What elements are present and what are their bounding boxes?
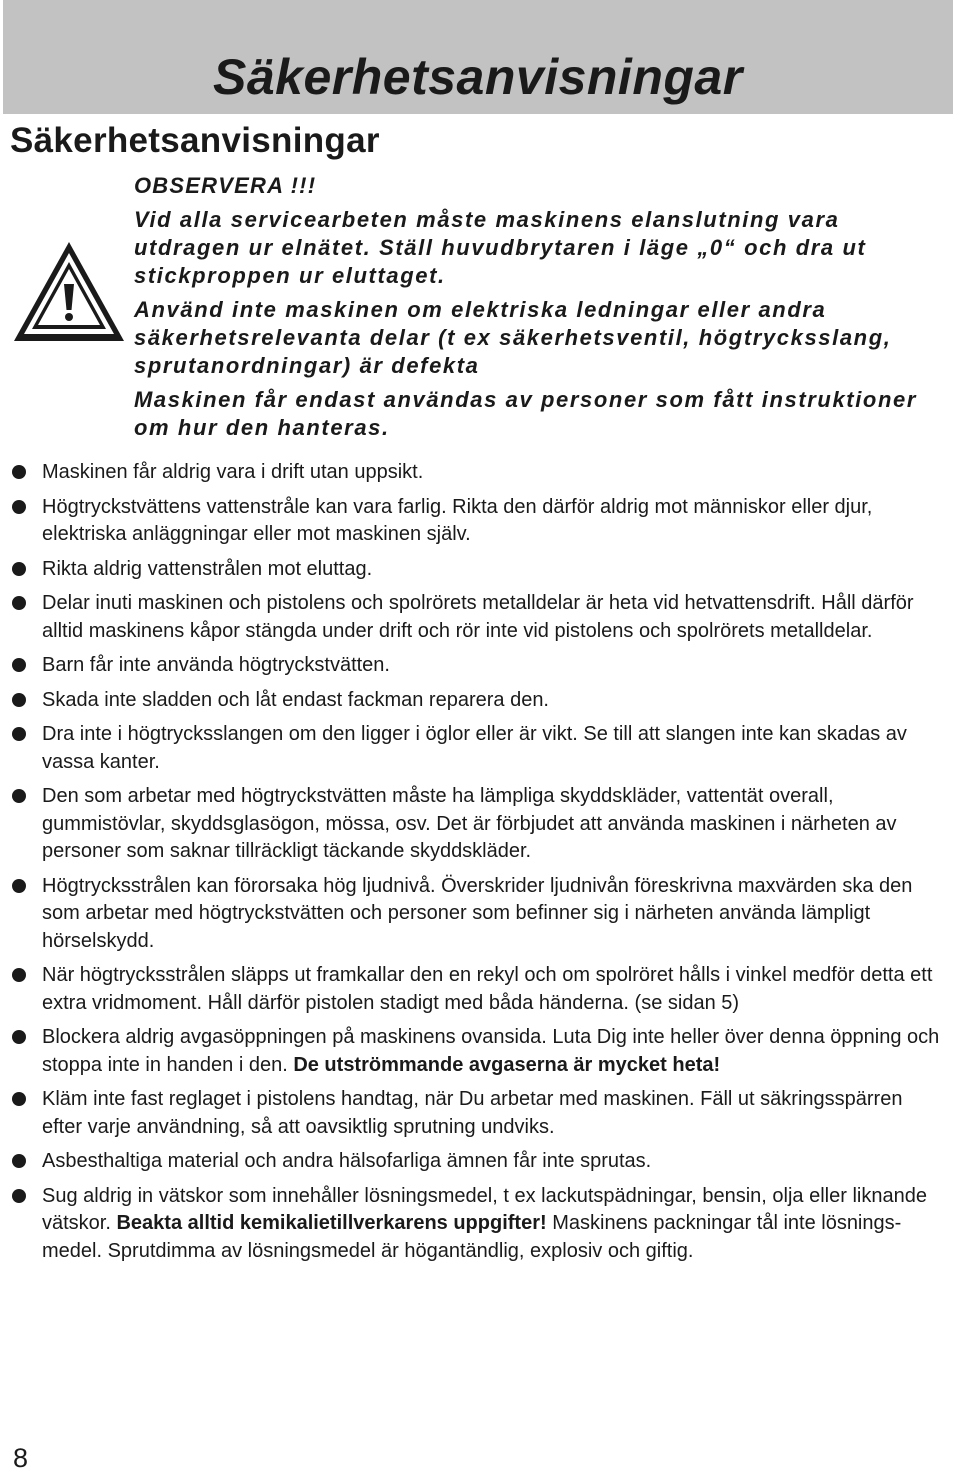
list-item xyxy=(12,652,947,680)
bullet-icon xyxy=(12,1030,26,1044)
list-item xyxy=(12,783,947,866)
list-item xyxy=(12,459,947,487)
list-item-text: Delar inuti maskinen och pistolens och spolrörets metalldelar är heta vid hetvattensdrift. Håll därför alltid maskinens kåpor stängda under drift och rör inte vid pistolens och spolrörets metalldelar. xyxy=(42,592,914,642)
list-item xyxy=(12,1148,947,1176)
bullet-icon xyxy=(12,727,26,741)
list-item xyxy=(12,873,947,956)
bullet-icon xyxy=(12,879,26,893)
warning-heading: OBSERVERA !!! xyxy=(134,173,317,198)
list-item-text-after: Maskinens packningar tål inte lösnings-medel. Sprutdimma av lösningsmedel är högantändlig, explosiv och giftig. xyxy=(42,1212,902,1262)
safety-instructions-list xyxy=(12,459,947,1272)
list-item-text: Skada inte sladden och låt endast fackman reparera den. xyxy=(42,688,549,711)
list-item xyxy=(12,1024,947,1079)
bullet-icon xyxy=(12,693,26,707)
page-header-title: Säkerhetsanvisningar xyxy=(213,49,743,105)
list-item-text: Kläm inte fast reglaget i pistolens handtag, när Du arbetar med maskinen. Fäll ut säkringsspärren efter varje användning, så att oavsiktlig sprutning undviks. xyxy=(42,1088,903,1138)
bullet-icon xyxy=(12,658,26,672)
warning-paragraph: Maskinen får endast användas av personer som fått instruktioner om hur den hanteras. xyxy=(134,387,918,440)
list-item xyxy=(12,1183,947,1266)
bullet-icon xyxy=(12,596,26,610)
list-item-text: Högtryckstvättens vattenstråle kan vara farlig. Rikta den därför aldrig mot människor eller djur, elektriska anläggningar eller mot maskinen själv. xyxy=(42,495,873,545)
list-item-text: Maskinen får aldrig vara i drift utan uppsikt. xyxy=(42,461,424,483)
list-item xyxy=(12,1086,947,1141)
list-item-emphasis: De utströmmande avgaserna är mycket heta! xyxy=(293,1053,721,1076)
list-item xyxy=(12,494,947,549)
list-item-text: Den som arbetar med högtryckstvätten måste ha lämpliga skyddskläder, vattentät overall, gummistövlar, skyddsglasögon, mössa, osv. Det är förbjudet att använda maskinen i närheten av personer som saknar tillräckligt täckande skyddskläder. xyxy=(42,785,897,862)
warning-paragraph: Vid alla servicearbeten måste maskinens elanslutning vara utdragen ur elnätet. Ställ huvudbrytaren i läge „0“ och dra ut stickproppen ur eluttaget. xyxy=(134,207,867,288)
warning-triangle-icon xyxy=(12,240,126,344)
list-item xyxy=(12,687,947,715)
list-item-text: Sug aldrig in vätskor som innehåller lösningsmedel, t ex lackutspädningar, bensin, olja eller liknande vätskor. xyxy=(42,1184,927,1234)
section-title: Säkerhetsanvisningar xyxy=(10,121,380,160)
list-item-text: Blockera aldrig avgasöppningen på maskinens ovansida. Luta Dig inte heller över denna öppning och stoppa inte in handen i den. xyxy=(42,1026,940,1076)
bullet-icon xyxy=(12,1092,26,1106)
warning-paragraph: Använd inte maskinen om elektriska ledningar eller andra säkerhetsrelevanta delar (t ex säkerhetsventil, högtrycksslang, sprutanordningar) är defekta xyxy=(134,297,892,378)
list-item-text: Högtrycksstrålen kan förorsaka hög ljudnivå. Överskrider ljudnivån föreskrivna maxvärden ska den som arbetar med högtryckstvätten och personer som befinner sig i närheten använda lämpligt hörselskydd. xyxy=(42,874,913,952)
bullet-icon xyxy=(12,562,26,576)
list-item xyxy=(12,962,947,1017)
bullet-icon xyxy=(12,1154,26,1168)
bullet-icon xyxy=(12,465,26,479)
list-item-text: Rikta aldrig vattenstrålen mot eluttag. xyxy=(42,557,373,580)
bullet-icon xyxy=(12,789,26,803)
list-item-emphasis: Beakta alltid kemikalietillverkarens uppgifter! xyxy=(116,1212,547,1234)
list-item xyxy=(12,556,947,584)
warning-block xyxy=(134,172,934,448)
list-item xyxy=(12,721,947,776)
bullet-icon xyxy=(12,1189,26,1203)
bullet-icon xyxy=(12,968,26,982)
page-number: 8 xyxy=(13,1443,29,1473)
list-item-text: Asbesthaltiga material och andra hälsofarliga ämnen får inte sprutas. xyxy=(42,1150,652,1172)
bullet-icon xyxy=(12,500,26,514)
list-item-text: När högtrycksstrålen släpps ut framkallar den en rekyl och om spolröret hålls i vinkel medför detta ett extra vridmoment. Håll därför pistolen stadigt med båda händerna. (se sidan 5) xyxy=(42,964,933,1014)
list-item-text: Barn får inte använda högtryckstvätten. xyxy=(42,654,390,676)
list-item-text: Dra inte i högtrycksslangen om den ligger i öglor eller är vikt. Se till att slangen inte kan skadas av vassa kanter. xyxy=(42,723,907,773)
list-item xyxy=(12,590,947,645)
